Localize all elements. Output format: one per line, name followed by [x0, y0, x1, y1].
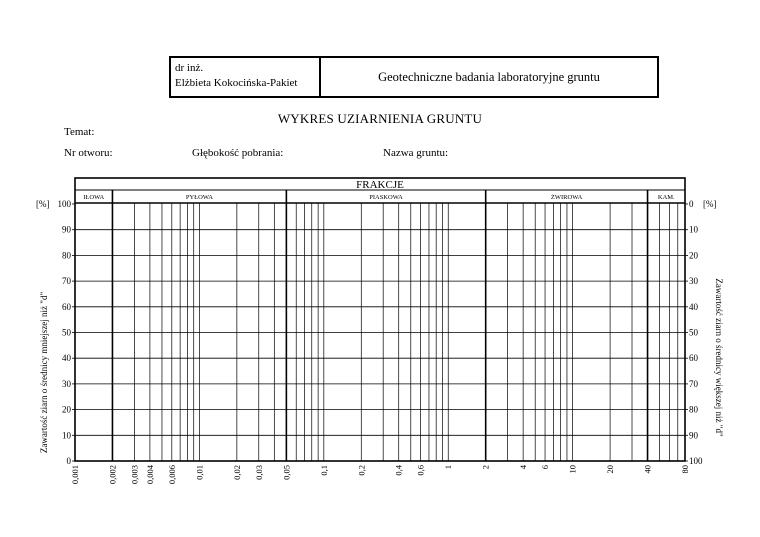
left-tick-label: 30	[62, 378, 71, 389]
field-temat: Temat:	[64, 126, 95, 138]
field-nr-otworu: Nr otworu:	[64, 147, 113, 159]
x-tick-label: 0,006	[166, 465, 177, 485]
right-tick-label: 30	[689, 276, 698, 287]
fraction-name: PYŁOWA	[185, 194, 213, 201]
author-title: dr inż.	[175, 62, 204, 74]
left-tick-label: 80	[62, 250, 71, 261]
fraction-name: IŁOWA	[83, 194, 105, 201]
x-tick-label: 0,03	[253, 465, 264, 480]
left-tick-label: 10	[62, 430, 71, 441]
right-tick-label: 50	[689, 327, 698, 338]
x-tick-label: 0,05	[281, 465, 292, 480]
right-tick-label: 70	[689, 378, 698, 389]
fraction-name: ŻWIROWA	[550, 194, 583, 201]
x-tick-label: 0,6	[415, 465, 426, 476]
field-glebokosc: Głębokość pobrania:	[192, 147, 284, 159]
right-tick-label: 10	[689, 224, 698, 235]
right-tick-label: 0	[689, 199, 694, 209]
right-tick-label: 90	[689, 430, 698, 441]
chart-grid	[75, 203, 685, 461]
x-tick-label: 0,002	[107, 465, 118, 485]
right-axis-unit: [%]	[703, 199, 717, 209]
right-tick-label: 60	[689, 353, 698, 364]
chart-border	[75, 178, 685, 461]
left-tick-label: 70	[62, 276, 71, 287]
left-axis	[36, 199, 75, 466]
author-name: Elżbieta Kokocińska-Pakiet	[175, 77, 298, 89]
left-tick-label: 0	[66, 456, 71, 466]
x-tick-label: 0,01	[194, 465, 205, 480]
x-tick-label: 2	[480, 465, 491, 470]
x-axis	[70, 464, 690, 484]
x-tick-label: 0,4	[393, 465, 404, 476]
x-tick-label: 0,2	[356, 465, 367, 476]
x-tick-label: 6	[540, 465, 551, 470]
page-title: WYKRES UZIARNIENIA GRUNTU	[277, 111, 483, 126]
left-tick-label: 90	[62, 224, 71, 235]
x-tick-label: 20	[605, 465, 616, 474]
x-tick-label: 0,004	[144, 465, 155, 485]
right-tick-label: 100	[689, 456, 703, 466]
fraction-name: PIASKOWA	[369, 194, 403, 201]
left-axis-label: Zawartość ziarn o średnicy mniejszej niż "d"	[39, 291, 49, 454]
chart-frame	[75, 178, 685, 461]
x-tick-label: 0,02	[231, 465, 242, 480]
left-tick-label: 40	[62, 353, 71, 364]
lab-title: Geotechniczne badania laboratoryjne gruntu	[378, 69, 600, 84]
x-tick-label: 0,1	[318, 465, 329, 476]
right-axis	[685, 199, 724, 466]
x-tick-label: 0,003	[129, 465, 140, 485]
fraction-name: KAM.	[657, 194, 675, 201]
frakcje-label: FRAKCJE	[356, 179, 404, 191]
right-tick-label: 40	[689, 301, 698, 312]
left-axis-unit: [%]	[36, 199, 50, 209]
left-tick-label: 100	[57, 199, 71, 209]
x-tick-label: 4	[518, 465, 529, 470]
x-tick-label: 10	[567, 465, 578, 474]
x-tick-label: 40	[642, 465, 653, 474]
field-nazwa-gruntu: Nazwa gruntu:	[383, 147, 449, 159]
left-tick-label: 20	[62, 404, 71, 415]
right-tick-label: 80	[689, 404, 698, 415]
right-axis-label: Zawartość ziarn o średnicy większej niż "d"	[714, 278, 724, 437]
left-tick-label: 60	[62, 301, 71, 312]
x-tick-label: 1	[443, 465, 454, 470]
x-tick-label: 80	[680, 465, 690, 474]
x-tick-label: 0,001	[70, 465, 80, 485]
left-tick-label: 50	[62, 327, 71, 338]
right-tick-label: 20	[689, 250, 698, 261]
